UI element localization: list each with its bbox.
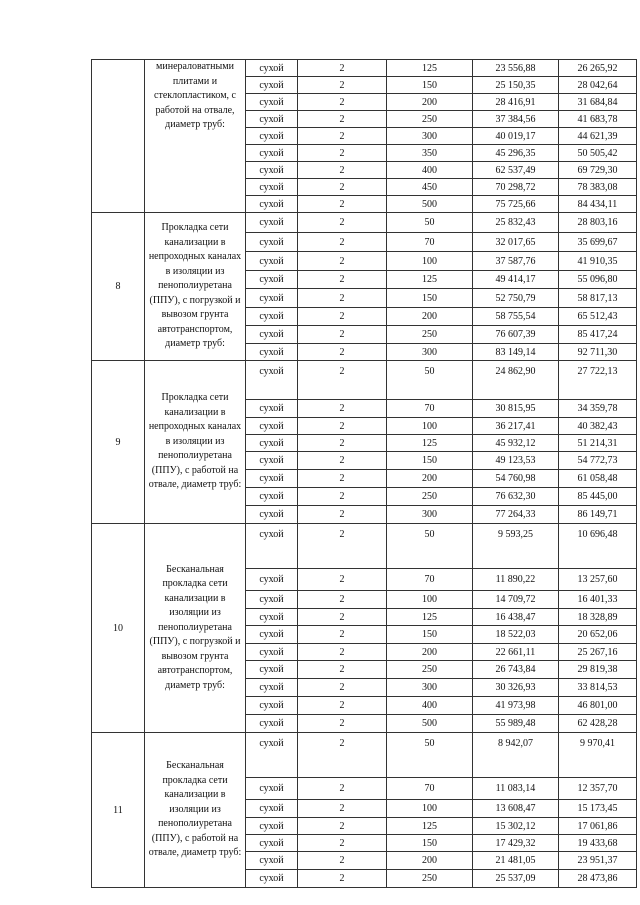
price-vat-cell: 35 699,67 xyxy=(559,233,637,252)
price-vat-cell: 46 801,00 xyxy=(559,697,637,715)
depth-cell: 2 xyxy=(298,128,387,145)
depth-cell: 2 xyxy=(298,361,387,400)
price-vat-cell: 51 214,31 xyxy=(559,435,637,452)
table-row xyxy=(92,361,637,400)
soil-type-cell: сухой xyxy=(246,644,298,661)
item-number xyxy=(92,60,145,213)
soil-type-cell: сухой xyxy=(246,661,298,679)
soil-type-cell: сухой xyxy=(246,679,298,697)
price-vat-cell: 28 803,16 xyxy=(559,213,637,233)
soil-type-cell: сухой xyxy=(246,400,298,418)
price-vat-cell: 16 401,33 xyxy=(559,591,637,609)
price-vat-cell: 85 445,00 xyxy=(559,488,637,506)
soil-type-cell: сухой xyxy=(246,800,298,818)
price-vat-cell: 17 061,86 xyxy=(559,818,637,835)
price-cell: 15 302,12 xyxy=(473,818,559,835)
price-table xyxy=(91,59,637,888)
soil-type-cell: сухой xyxy=(246,697,298,715)
price-vat-cell: 61 058,48 xyxy=(559,470,637,488)
soil-type-cell: сухой xyxy=(246,835,298,852)
diameter-cell: 125 xyxy=(387,818,473,835)
diameter-cell: 100 xyxy=(387,591,473,609)
depth-cell: 2 xyxy=(298,697,387,715)
price-cell: 16 438,47 xyxy=(473,609,559,626)
diameter-cell: 250 xyxy=(387,326,473,344)
price-cell: 52 750,79 xyxy=(473,289,559,308)
diameter-cell: 100 xyxy=(387,800,473,818)
price-vat-cell: 50 505,42 xyxy=(559,145,637,162)
diameter-cell: 500 xyxy=(387,715,473,733)
depth-cell: 2 xyxy=(298,569,387,591)
soil-type-cell: сухой xyxy=(246,128,298,145)
price-cell: 25 150,35 xyxy=(473,77,559,94)
item-description: минераловатными плитами и стеклопластиком, с работой на отвале, диаметр труб: xyxy=(145,60,246,213)
price-vat-cell: 29 819,38 xyxy=(559,661,637,679)
price-cell: 58 755,54 xyxy=(473,308,559,326)
soil-type-cell: сухой xyxy=(246,94,298,111)
price-cell: 49 414,17 xyxy=(473,271,559,289)
price-cell: 45 932,12 xyxy=(473,435,559,452)
depth-cell: 2 xyxy=(298,470,387,488)
soil-type-cell: сухой xyxy=(246,252,298,271)
depth-cell: 2 xyxy=(298,733,387,778)
soil-type-cell: сухой xyxy=(246,179,298,196)
price-cell: 75 725,66 xyxy=(473,196,559,213)
soil-type-cell: сухой xyxy=(246,626,298,644)
soil-type-cell: сухой xyxy=(246,470,298,488)
price-cell: 76 607,39 xyxy=(473,326,559,344)
depth-cell: 2 xyxy=(298,145,387,162)
diameter-cell: 125 xyxy=(387,609,473,626)
price-cell: 24 862,90 xyxy=(473,361,559,400)
price-vat-cell: 10 696,48 xyxy=(559,524,637,569)
price-cell: 25 832,43 xyxy=(473,213,559,233)
depth-cell: 2 xyxy=(298,715,387,733)
price-cell: 9 593,25 xyxy=(473,524,559,569)
depth-cell: 2 xyxy=(298,800,387,818)
depth-cell: 2 xyxy=(298,233,387,252)
depth-cell: 2 xyxy=(298,308,387,326)
diameter-cell: 150 xyxy=(387,626,473,644)
price-vat-cell: 85 417,24 xyxy=(559,326,637,344)
soil-type-cell: сухой xyxy=(246,162,298,179)
diameter-cell: 150 xyxy=(387,289,473,308)
diameter-cell: 125 xyxy=(387,60,473,77)
price-vat-cell: 26 265,92 xyxy=(559,60,637,77)
depth-cell: 2 xyxy=(298,94,387,111)
soil-type-cell: сухой xyxy=(246,733,298,778)
item-number: 11 xyxy=(92,733,145,888)
diameter-cell: 150 xyxy=(387,77,473,94)
diameter-cell: 200 xyxy=(387,470,473,488)
price-cell: 23 556,88 xyxy=(473,60,559,77)
depth-cell: 2 xyxy=(298,252,387,271)
price-cell: 49 123,53 xyxy=(473,452,559,470)
depth-cell: 2 xyxy=(298,626,387,644)
depth-cell: 2 xyxy=(298,488,387,506)
price-vat-cell: 31 684,84 xyxy=(559,94,637,111)
price-vat-cell: 33 814,53 xyxy=(559,679,637,697)
diameter-cell: 50 xyxy=(387,361,473,400)
diameter-cell: 250 xyxy=(387,870,473,888)
price-vat-cell: 18 328,89 xyxy=(559,609,637,626)
price-vat-cell: 55 096,80 xyxy=(559,271,637,289)
price-vat-cell: 69 729,30 xyxy=(559,162,637,179)
depth-cell: 2 xyxy=(298,179,387,196)
price-cell: 37 587,76 xyxy=(473,252,559,271)
soil-type-cell: сухой xyxy=(246,308,298,326)
item-description: Прокладка сети канализации в непроходных каналах в изоляции из пенополиуретана (ППУ), с погрузкой и вывозом грунта автотранспортом, диаметр труб: xyxy=(145,213,246,361)
soil-type-cell: сухой xyxy=(246,452,298,470)
price-vat-cell: 92 711,30 xyxy=(559,344,637,361)
price-cell: 40 019,17 xyxy=(473,128,559,145)
price-cell: 83 149,14 xyxy=(473,344,559,361)
price-vat-cell: 20 652,06 xyxy=(559,626,637,644)
price-vat-cell: 54 772,73 xyxy=(559,452,637,470)
depth-cell: 2 xyxy=(298,400,387,418)
depth-cell: 2 xyxy=(298,852,387,870)
price-table-body xyxy=(92,60,637,888)
diameter-cell: 200 xyxy=(387,852,473,870)
depth-cell: 2 xyxy=(298,77,387,94)
price-cell: 25 537,09 xyxy=(473,870,559,888)
price-cell: 30 326,93 xyxy=(473,679,559,697)
diameter-cell: 150 xyxy=(387,452,473,470)
price-cell: 76 632,30 xyxy=(473,488,559,506)
soil-type-cell: сухой xyxy=(246,196,298,213)
price-vat-cell: 44 621,39 xyxy=(559,128,637,145)
price-cell: 8 942,07 xyxy=(473,733,559,778)
depth-cell: 2 xyxy=(298,609,387,626)
depth-cell: 2 xyxy=(298,506,387,524)
soil-type-cell: сухой xyxy=(246,145,298,162)
depth-cell: 2 xyxy=(298,271,387,289)
soil-type-cell: сухой xyxy=(246,852,298,870)
diameter-cell: 300 xyxy=(387,128,473,145)
diameter-cell: 250 xyxy=(387,488,473,506)
price-vat-cell: 27 722,13 xyxy=(559,361,637,400)
price-cell: 22 661,11 xyxy=(473,644,559,661)
price-vat-cell: 65 512,43 xyxy=(559,308,637,326)
soil-type-cell: сухой xyxy=(246,418,298,435)
item-description: Бесканальная прокладка сети канализации в изоляции из пенополиуретана (ППУ), с работой на отвале, диаметр труб: xyxy=(145,733,246,888)
diameter-cell: 100 xyxy=(387,252,473,271)
depth-cell: 2 xyxy=(298,452,387,470)
soil-type-cell: сухой xyxy=(246,569,298,591)
depth-cell: 2 xyxy=(298,162,387,179)
price-vat-cell: 41 910,35 xyxy=(559,252,637,271)
soil-type-cell: сухой xyxy=(246,111,298,128)
diameter-cell: 150 xyxy=(387,835,473,852)
depth-cell: 2 xyxy=(298,289,387,308)
diameter-cell: 300 xyxy=(387,679,473,697)
depth-cell: 2 xyxy=(298,870,387,888)
soil-type-cell: сухой xyxy=(246,591,298,609)
price-vat-cell: 23 951,37 xyxy=(559,852,637,870)
depth-cell: 2 xyxy=(298,418,387,435)
diameter-cell: 50 xyxy=(387,213,473,233)
soil-type-cell: сухой xyxy=(246,289,298,308)
diameter-cell: 70 xyxy=(387,233,473,252)
price-cell: 62 537,49 xyxy=(473,162,559,179)
diameter-cell: 450 xyxy=(387,179,473,196)
diameter-cell: 50 xyxy=(387,733,473,778)
item-description: Прокладка сети канализации в непроходных каналах в изоляции из пенополиуретана (ППУ), с работой на отвале, диаметр труб: xyxy=(145,361,246,524)
depth-cell: 2 xyxy=(298,344,387,361)
diameter-cell: 200 xyxy=(387,94,473,111)
diameter-cell: 70 xyxy=(387,400,473,418)
item-description: Бесканальная прокладка сети канализации в изоляции из пенополиуретана (ППУ), с погрузкой и вывозом грунта автотранспортом, диаметр труб: xyxy=(145,524,246,733)
diameter-cell: 500 xyxy=(387,196,473,213)
price-vat-cell: 12 357,70 xyxy=(559,778,637,800)
soil-type-cell: сухой xyxy=(246,488,298,506)
price-vat-cell: 28 473,86 xyxy=(559,870,637,888)
price-cell: 13 608,47 xyxy=(473,800,559,818)
price-cell: 55 989,48 xyxy=(473,715,559,733)
price-cell: 41 973,98 xyxy=(473,697,559,715)
diameter-cell: 200 xyxy=(387,644,473,661)
soil-type-cell: сухой xyxy=(246,870,298,888)
soil-type-cell: сухой xyxy=(246,326,298,344)
item-number: 10 xyxy=(92,524,145,733)
diameter-cell: 100 xyxy=(387,418,473,435)
soil-type-cell: сухой xyxy=(246,524,298,569)
soil-type-cell: сухой xyxy=(246,60,298,77)
price-cell: 36 217,41 xyxy=(473,418,559,435)
diameter-cell: 70 xyxy=(387,569,473,591)
price-vat-cell: 78 383,08 xyxy=(559,179,637,196)
price-cell: 77 264,33 xyxy=(473,506,559,524)
soil-type-cell: сухой xyxy=(246,715,298,733)
price-vat-cell: 86 149,71 xyxy=(559,506,637,524)
depth-cell: 2 xyxy=(298,591,387,609)
price-vat-cell: 84 434,11 xyxy=(559,196,637,213)
diameter-cell: 400 xyxy=(387,697,473,715)
diameter-cell: 300 xyxy=(387,344,473,361)
soil-type-cell: сухой xyxy=(246,818,298,835)
price-cell: 54 760,98 xyxy=(473,470,559,488)
soil-type-cell: сухой xyxy=(246,609,298,626)
depth-cell: 2 xyxy=(298,196,387,213)
price-cell: 26 743,84 xyxy=(473,661,559,679)
soil-type-cell: сухой xyxy=(246,233,298,252)
diameter-cell: 300 xyxy=(387,506,473,524)
diameter-cell: 70 xyxy=(387,778,473,800)
price-cell: 17 429,32 xyxy=(473,835,559,852)
depth-cell: 2 xyxy=(298,60,387,77)
price-cell: 21 481,05 xyxy=(473,852,559,870)
diameter-cell: 125 xyxy=(387,435,473,452)
depth-cell: 2 xyxy=(298,524,387,569)
price-cell: 18 522,03 xyxy=(473,626,559,644)
soil-type-cell: сухой xyxy=(246,213,298,233)
diameter-cell: 200 xyxy=(387,308,473,326)
price-vat-cell: 58 817,13 xyxy=(559,289,637,308)
depth-cell: 2 xyxy=(298,818,387,835)
price-cell: 14 709,72 xyxy=(473,591,559,609)
price-cell: 11 083,14 xyxy=(473,778,559,800)
price-vat-cell: 19 433,68 xyxy=(559,835,637,852)
diameter-cell: 400 xyxy=(387,162,473,179)
diameter-cell: 250 xyxy=(387,111,473,128)
price-cell: 45 296,35 xyxy=(473,145,559,162)
soil-type-cell: сухой xyxy=(246,435,298,452)
soil-type-cell: сухой xyxy=(246,506,298,524)
price-cell: 30 815,95 xyxy=(473,400,559,418)
depth-cell: 2 xyxy=(298,679,387,697)
price-vat-cell: 34 359,78 xyxy=(559,400,637,418)
depth-cell: 2 xyxy=(298,435,387,452)
price-vat-cell: 15 173,45 xyxy=(559,800,637,818)
depth-cell: 2 xyxy=(298,644,387,661)
item-number: 8 xyxy=(92,213,145,361)
price-cell: 32 017,65 xyxy=(473,233,559,252)
price-vat-cell: 62 428,28 xyxy=(559,715,637,733)
soil-type-cell: сухой xyxy=(246,271,298,289)
price-cell: 37 384,56 xyxy=(473,111,559,128)
diameter-cell: 125 xyxy=(387,271,473,289)
soil-type-cell: сухой xyxy=(246,77,298,94)
soil-type-cell: сухой xyxy=(246,778,298,800)
diameter-cell: 350 xyxy=(387,145,473,162)
table-row xyxy=(92,213,637,233)
item-number: 9 xyxy=(92,361,145,524)
depth-cell: 2 xyxy=(298,213,387,233)
price-vat-cell: 13 257,60 xyxy=(559,569,637,591)
depth-cell: 2 xyxy=(298,835,387,852)
table-row xyxy=(92,524,637,569)
soil-type-cell: сухой xyxy=(246,344,298,361)
depth-cell: 2 xyxy=(298,326,387,344)
price-cell: 28 416,91 xyxy=(473,94,559,111)
soil-type-cell: сухой xyxy=(246,361,298,400)
price-vat-cell: 25 267,16 xyxy=(559,644,637,661)
depth-cell: 2 xyxy=(298,778,387,800)
diameter-cell: 250 xyxy=(387,661,473,679)
price-vat-cell: 41 683,78 xyxy=(559,111,637,128)
table-row xyxy=(92,60,637,77)
depth-cell: 2 xyxy=(298,661,387,679)
depth-cell: 2 xyxy=(298,111,387,128)
diameter-cell: 50 xyxy=(387,524,473,569)
table-row xyxy=(92,733,637,778)
price-cell: 70 298,72 xyxy=(473,179,559,196)
price-vat-cell: 28 042,64 xyxy=(559,77,637,94)
price-vat-cell: 40 382,43 xyxy=(559,418,637,435)
price-vat-cell: 9 970,41 xyxy=(559,733,637,778)
price-cell: 11 890,22 xyxy=(473,569,559,591)
